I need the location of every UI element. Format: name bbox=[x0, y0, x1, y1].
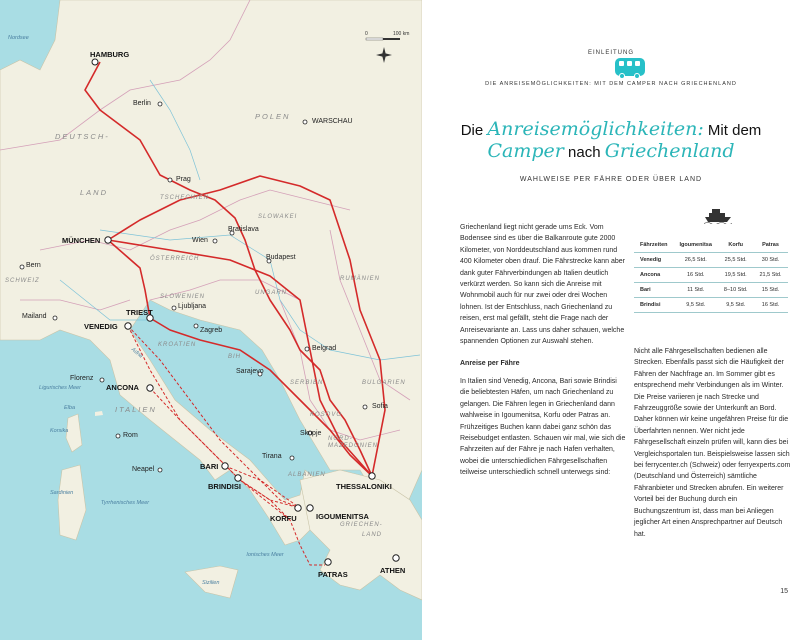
section-kicker: EINLEITUNG bbox=[587, 50, 634, 56]
scale-label: 100 km bbox=[393, 31, 410, 37]
city-label: Budapest bbox=[266, 254, 296, 261]
sea-label: Nordsee bbox=[8, 35, 29, 41]
table-header: Fährzeiten bbox=[634, 238, 674, 253]
city-label: KORFU bbox=[270, 514, 297, 523]
city-label: Prag bbox=[176, 176, 191, 183]
region-label: KOSOVO bbox=[310, 412, 343, 418]
city-label: ATHEN bbox=[380, 566, 406, 575]
region-label: BULGARIEN bbox=[362, 380, 406, 386]
page-number: 15 bbox=[780, 588, 788, 595]
ferry-paragraph: In Italien sind Venedig, Ancona, Bari sowie Brindisi die beliebtesten Häfen, um nach Griechenland zu gelangen. Die Fähren legen in Griechenland dann wahlweise in Igoumenitsa, Korfu oder Patras an. Frühzeitiges Buchen kann dabei ganz schön das Reisebudget entlasten. Schauen wir mal, wie sich die Fahrzeiten auf der Fähre je nach Hafen verhalten, wobei die unterschiedlichen Fährgesellschaften teilweise unterschiedlich schnell unterwegs sind: bbox=[460, 377, 626, 477]
region-label: TSCHECHIEN bbox=[160, 195, 210, 201]
text-page bbox=[422, 0, 800, 640]
region-label: SERBIEN bbox=[290, 380, 324, 386]
region-label: ITALIEN bbox=[115, 405, 157, 414]
region-label: ÖSTERREICH bbox=[150, 256, 200, 262]
city-label: Belgrad bbox=[312, 345, 337, 352]
region-label: LAND bbox=[80, 188, 109, 197]
table-cell: Ancona bbox=[634, 268, 674, 283]
table-cell: 11 Std. bbox=[674, 283, 718, 298]
scale-label: 0 bbox=[365, 31, 368, 37]
city-label: VENEDIG bbox=[84, 322, 118, 331]
region-label: GRIECHEN- bbox=[340, 522, 383, 528]
sea-label: Tyrrhenisches Meer bbox=[100, 500, 150, 506]
city-label: Bratislava bbox=[228, 226, 259, 233]
section-heading: Anreise per Fähre bbox=[460, 360, 520, 368]
body-paragraph: Nicht alle Fährgesellschaften bedienen alle Strecken. Ebenfalls passt sich die Häufigkeit der Fähren der Nachfrage an. Im Sommer gibt es entsprechend mehr Verbindungen als im Winter. Die Preise variieren je nach Strecke und Fahrzeuggröße sowie der Unterkunft an Bord. Daher können wir keine ungefähren Preise für die Überfahrten nennen. Wer nicht jede Fährgesellschaft einzeln prüfen will, kann dies bei Vergleichsportalen tun. Beispielsweise lassen sich bei ferrycenter.ch (Schweiz) oder ferryexperts.com (Deutschland und Österreich) sämtliche Fähranbieter und Strecken abrufen. Ein weiterer Vorteil bei der Buchung durch ein Buchungszentrum ist, dass man bei Anliegen jeglicher Art einen Ansprechpartner auf Deutsch hat. bbox=[634, 348, 791, 538]
region-label: SCHWEIZ bbox=[5, 278, 40, 284]
region-label: LAND bbox=[362, 532, 383, 538]
city-label: WARSCHAU bbox=[312, 118, 353, 125]
table-cell: Brindisi bbox=[634, 298, 674, 313]
city-label: Skopje bbox=[300, 430, 322, 437]
city-label: THESSALONIKI bbox=[336, 482, 392, 491]
city-label: Neapel bbox=[132, 466, 155, 473]
city-label: TRIEST bbox=[126, 308, 153, 317]
table-cell: 26,5 Std. bbox=[674, 253, 718, 268]
scale-bar bbox=[366, 38, 400, 40]
table-row bbox=[634, 283, 788, 298]
city-label: Florenz bbox=[70, 375, 94, 382]
sea-label: Adria bbox=[129, 346, 144, 360]
region-label: KROATIEN bbox=[158, 342, 197, 348]
breadcrumb: DIE ANREISEMÖGLICHKEITEN: MIT DEM CAMPER NACH GRIECHENLAND bbox=[485, 81, 737, 87]
region-label: POLEN bbox=[255, 112, 291, 121]
region-label: NORD- MAZEDONIEN bbox=[328, 436, 379, 449]
table-cell: 25,5 Std. bbox=[718, 253, 754, 268]
region-label: RUMÄNIEN bbox=[340, 276, 381, 282]
land-elba bbox=[95, 411, 103, 416]
right-column bbox=[634, 346, 792, 551]
sea-label: Ligurisches Meer bbox=[39, 385, 81, 391]
table-header: Igoumenitsa bbox=[674, 238, 718, 253]
island-label: Sardinien bbox=[50, 490, 74, 496]
table-cell: Bari bbox=[634, 283, 674, 298]
table-cell: 9,5 Std. bbox=[718, 298, 754, 313]
table-cell: 16 Std. bbox=[674, 268, 718, 283]
table-row bbox=[634, 268, 788, 283]
land-sardinia bbox=[58, 465, 86, 540]
island-label: Elba bbox=[64, 405, 76, 411]
ferry-time-table bbox=[634, 238, 788, 313]
island-label: Sizilien bbox=[202, 580, 220, 586]
page-title-line2: Camper nach Griechenland bbox=[487, 140, 735, 162]
intro-paragraph: Griechenland liegt nicht gerade ums Eck. Vom Bodensee sind es über die Balkanroute gute 2000 Kilometer, von Norddeutschland aus kommen rund 400 Kilometer oben drauf. Die Fährstrecke kann aber dank guter Fährverbindungen ab Italien deutlich verkürzt werden. So kann sich die Anreise mit Wohnmobil auch für nur zwei oder drei Wochen lohnen. Ist der Entschluss, nach Griechenland zu reisen, erst mal gefällt, steht die Frage nach der Anreisevariante an. Lass uns daher schauen, welche spannenden Optionen zur Auswahl stehen. bbox=[460, 224, 625, 346]
table-cell: Venedig bbox=[634, 253, 674, 268]
city-label: Sofia bbox=[372, 403, 388, 410]
table-cell: 16 Std. bbox=[753, 298, 787, 313]
sea-label: Ionisches Meer bbox=[246, 552, 284, 558]
ferry-icon bbox=[704, 208, 732, 224]
region-label: ALBANIEN bbox=[288, 472, 326, 478]
table-cell: 21,5 Std. bbox=[753, 268, 787, 283]
table-cell: 8–10 Std. bbox=[718, 283, 754, 298]
region-label: BIH bbox=[228, 354, 242, 360]
page-subtitle: WAHLWEISE PER FÄHRE ODER ÜBER LAND bbox=[519, 176, 703, 183]
region-label: SLOWAKEI bbox=[258, 214, 298, 220]
city-label: IGOUMENITSA bbox=[316, 512, 369, 521]
table-row bbox=[634, 298, 788, 313]
city-label: MÜNCHEN bbox=[62, 236, 101, 245]
region-label: DEUTSCH- bbox=[55, 132, 110, 141]
table-row bbox=[634, 253, 788, 268]
city-label: PATRAS bbox=[318, 570, 348, 579]
city-label: Berlin bbox=[133, 100, 151, 107]
city-label: Zagreb bbox=[200, 327, 223, 334]
city-label: Rom bbox=[123, 432, 138, 439]
city-label: Tirana bbox=[262, 453, 282, 460]
camper-icon bbox=[615, 58, 645, 76]
region-label: UNGARN bbox=[255, 290, 288, 296]
left-column bbox=[460, 222, 626, 490]
city-label: Sarajevo bbox=[236, 368, 264, 375]
table-cell: 15 Std. bbox=[753, 283, 787, 298]
page-title: Die Anreisemöglichkeiten: Mit dem bbox=[460, 118, 762, 140]
table-cell: 19,5 Std. bbox=[718, 268, 754, 283]
city-label: HAMBURG bbox=[90, 50, 130, 59]
island-label: Korsika bbox=[50, 428, 69, 434]
land-corsica bbox=[66, 414, 82, 452]
region-label: SLOWENIEN bbox=[160, 294, 206, 300]
table-header: Patras bbox=[753, 238, 787, 253]
city-label: Mailand bbox=[22, 313, 47, 320]
city-label: BARI bbox=[200, 462, 219, 471]
table-header: Korfu bbox=[718, 238, 754, 253]
city-label: Ljubljana bbox=[178, 303, 207, 310]
city-label: Wien bbox=[192, 237, 208, 244]
table-cell: 30 Std. bbox=[753, 253, 787, 268]
city-label: BRINDISI bbox=[208, 482, 241, 491]
table-cell: 9,5 Std. bbox=[674, 298, 718, 313]
city-label: ANCONA bbox=[106, 383, 139, 392]
city-label: Bern bbox=[26, 262, 41, 269]
